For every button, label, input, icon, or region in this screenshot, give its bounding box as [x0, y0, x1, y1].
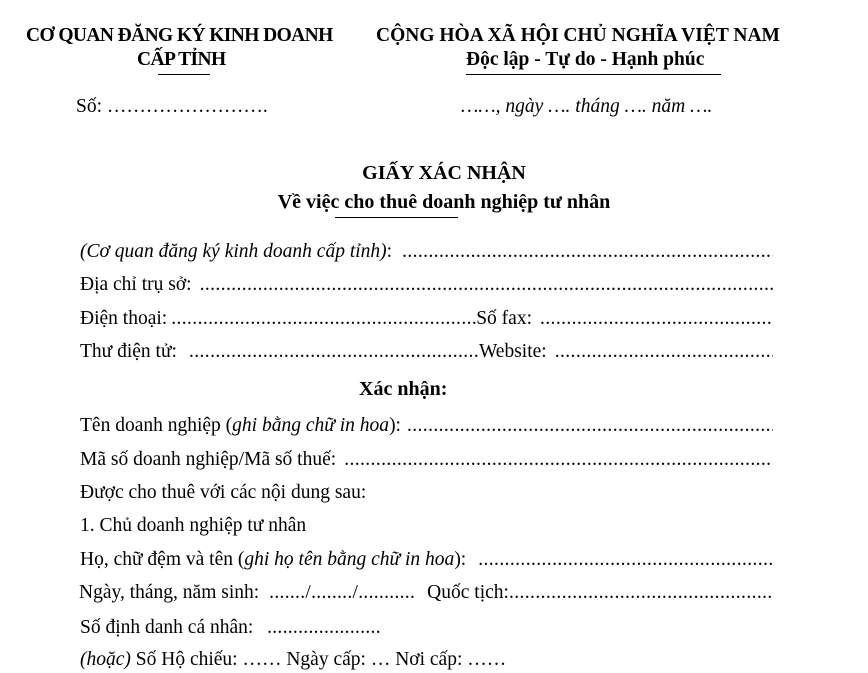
dob-label: Ngày, tháng, năm sinh: — [79, 582, 260, 603]
fullname-blank[interactable] — [478, 549, 773, 571]
subtitle-underline — [335, 217, 458, 218]
document-number: Số: ……………………. — [76, 96, 268, 117]
company-name-field[interactable] — [80, 415, 773, 437]
section-owner-heading: 1. Chủ doanh nghiệp tư nhân — [80, 515, 307, 536]
agency-header-line1: CƠ QUAN ĐĂNG KÝ KINH DOANH — [26, 25, 333, 46]
personal-id-label: Số định danh cá nhân: — [80, 617, 254, 638]
company-name-label: Tên doanh nghiệp ( — [80, 415, 233, 436]
address-field[interactable] — [80, 274, 773, 296]
motto-underline — [466, 74, 721, 75]
tax-code-field[interactable] — [80, 449, 773, 471]
agency-name-field[interactable] — [80, 241, 773, 263]
nationality-label: Quốc tịch: — [427, 582, 509, 603]
phone-label: Điện thoại: — [80, 308, 168, 329]
passport-details: Số Hộ chiếu: …… Ngày cấp: … Nơi cấp: …… — [130, 649, 507, 670]
confirm-heading: Xác nhận: — [359, 378, 448, 400]
address-label: Địa chỉ trụ sở: — [80, 274, 192, 295]
tax-code-label: Mã số doanh nghiệp/Mã số thuế: — [80, 449, 337, 470]
website-label: Website: — [478, 341, 547, 362]
passport-or-prefix: (hoặc) — [80, 649, 131, 670]
document-subtitle: Về việc cho thuê doanh nghiệp tư nhân — [277, 191, 611, 213]
personal-id-field[interactable] — [80, 617, 381, 639]
company-name-hint: ghi bằng chữ in hoa — [232, 415, 390, 436]
document-title: GIẤY XÁC NHẬN — [362, 162, 526, 184]
dob-nationality-row — [79, 582, 773, 604]
fullname-suffix: ): — [454, 549, 467, 570]
personal-id-blank[interactable]: ...................... — [267, 617, 381, 638]
nationality-blank[interactable] — [509, 582, 773, 604]
fullname-label: Họ, chữ đệm và tên ( — [80, 549, 245, 570]
email-blank[interactable] — [189, 341, 479, 363]
fax-label: Số fax: — [476, 308, 532, 329]
phone-fax-row — [80, 308, 773, 330]
agency-name-blank[interactable] — [402, 241, 773, 263]
agency-underline — [158, 74, 210, 75]
email-label: Thư điện tử: — [80, 341, 177, 362]
website-blank[interactable] — [555, 341, 773, 363]
tax-code-blank[interactable] — [344, 449, 773, 471]
company-name-suffix: ): — [389, 415, 401, 436]
national-title: CỘNG HÒA XÃ HỘI CHỦ NGHĨA VIỆT NAM — [376, 25, 780, 46]
fullname-hint: ghi họ tên bằng chữ in hoa — [244, 549, 455, 570]
fax-blank[interactable] — [540, 308, 773, 330]
agency-name-label: (Cơ quan đăng ký kinh doanh cấp tỉnh) — [80, 241, 387, 262]
lease-intro: Được cho thuê với các nội dung sau: — [80, 482, 367, 503]
company-name-blank[interactable] — [407, 415, 773, 437]
date-line: ……, ngày …. tháng …. năm …. — [461, 96, 713, 117]
address-blank[interactable] — [200, 274, 773, 296]
owner-fullname-field[interactable] — [80, 549, 773, 571]
passport-row[interactable] — [80, 649, 506, 671]
dob-blank[interactable]: ......./......../........... — [269, 582, 416, 603]
agency-header-line2: CẤP TỈNH — [137, 49, 226, 70]
phone-blank[interactable] — [171, 308, 476, 330]
agency-name-colon: : — [386, 241, 393, 262]
email-website-row — [80, 341, 773, 363]
national-motto: Độc lập - Tự do - Hạnh phúc — [466, 49, 705, 70]
